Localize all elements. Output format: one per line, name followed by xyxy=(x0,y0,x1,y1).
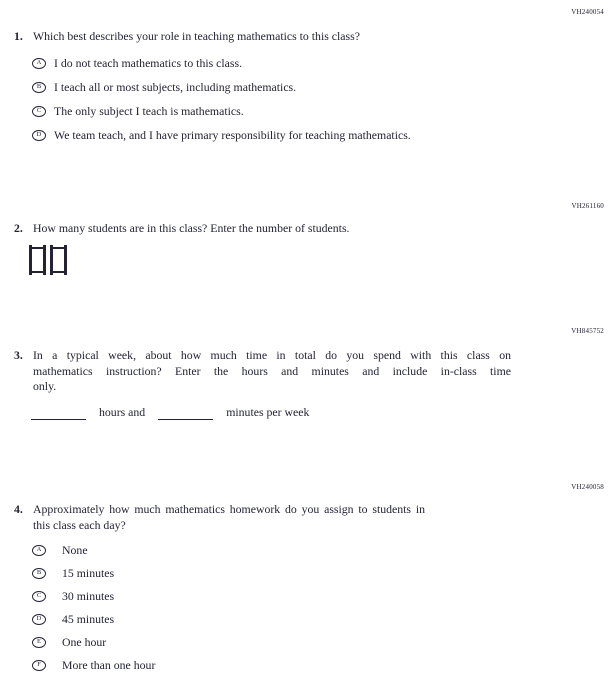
minutes-label: minutes per week xyxy=(226,404,310,419)
question-1 xyxy=(14,29,604,152)
option-bubble-a[interactable] xyxy=(32,58,46,69)
answer-option xyxy=(32,128,604,142)
digit-entry-boxes xyxy=(29,245,604,275)
question-2 xyxy=(14,221,604,275)
option-bubble-f[interactable] xyxy=(32,660,46,671)
option-letter: B xyxy=(36,83,42,91)
question-text-line: only. xyxy=(33,379,57,393)
answer-option xyxy=(32,612,604,626)
option-bubble-d[interactable] xyxy=(32,130,46,141)
answer-option xyxy=(32,566,604,580)
answer-option xyxy=(32,543,604,557)
option-letter: C xyxy=(36,107,42,115)
options-list xyxy=(32,543,604,672)
question-number: 3. xyxy=(14,348,23,362)
option-label: I teach all or most subjects, including mathematics. xyxy=(54,80,297,94)
answer-option xyxy=(32,658,604,672)
answer-option xyxy=(32,56,604,70)
minutes-blank[interactable] xyxy=(158,406,213,420)
question-text: How many students are in this class? Enter the number of students. xyxy=(33,221,350,235)
question-text xyxy=(33,502,425,533)
option-letter: C xyxy=(36,592,42,600)
option-bubble-b[interactable] xyxy=(32,568,46,579)
question-text xyxy=(33,348,511,395)
digit-box-tens[interactable] xyxy=(29,245,46,275)
fill-in-row xyxy=(31,405,604,420)
question-text-line: mathematics instruction? Enter the hours and minutes and include in-class time xyxy=(33,363,511,378)
option-bubble-d[interactable] xyxy=(32,614,46,625)
question-1-code: VH240054 xyxy=(571,8,604,16)
question-2-code: VH261160 xyxy=(571,202,604,210)
option-letter: A xyxy=(36,546,42,554)
option-letter: A xyxy=(36,59,42,67)
option-label: 45 minutes xyxy=(62,612,115,626)
option-letter: D xyxy=(36,615,42,623)
option-label: None xyxy=(62,543,88,557)
option-letter: B xyxy=(36,569,42,577)
option-letter: D xyxy=(36,131,42,139)
question-text-line: Approximately how much mathematics homework do you assign to students in xyxy=(33,502,425,516)
option-letter: F xyxy=(37,661,41,669)
option-bubble-b[interactable] xyxy=(32,82,46,93)
question-number: 4. xyxy=(14,502,23,516)
hours-label: hours and xyxy=(99,404,146,419)
option-letter: E xyxy=(37,638,41,646)
option-bubble-a[interactable] xyxy=(32,545,46,556)
option-label: One hour xyxy=(62,635,107,649)
option-bubble-e[interactable] xyxy=(32,637,46,648)
option-bubble-c[interactable] xyxy=(32,591,46,602)
option-label: 15 minutes xyxy=(62,566,115,580)
option-label: 30 minutes xyxy=(62,589,115,603)
answer-option xyxy=(32,104,604,118)
option-label: More than one hour xyxy=(62,658,156,672)
question-3-code: VH845752 xyxy=(571,327,604,335)
question-4-code: VH240058 xyxy=(571,483,604,491)
question-text: Which best describes your role in teaching mathematics to this class? xyxy=(33,29,360,43)
question-number: 2. xyxy=(14,221,23,235)
digit-box-ones[interactable] xyxy=(50,245,67,275)
answer-option xyxy=(32,635,604,649)
option-bubble-c[interactable] xyxy=(32,106,46,117)
question-number: 1. xyxy=(14,29,23,43)
options-list xyxy=(32,56,604,142)
question-4 xyxy=(14,502,604,680)
question-text-line: In a typical week, about how much time in total do you spend with this class on xyxy=(33,348,511,362)
question-text-line: this class each day? xyxy=(33,517,126,532)
answer-option xyxy=(32,80,604,94)
answer-option xyxy=(32,589,604,603)
question-3 xyxy=(14,348,604,420)
option-label: The only subject I teach is mathematics. xyxy=(54,104,244,118)
option-label: We team teach, and I have primary responsibility for teaching mathematics. xyxy=(54,128,411,142)
option-label: I do not teach mathematics to this class. xyxy=(54,56,243,70)
hours-blank[interactable] xyxy=(31,406,86,420)
